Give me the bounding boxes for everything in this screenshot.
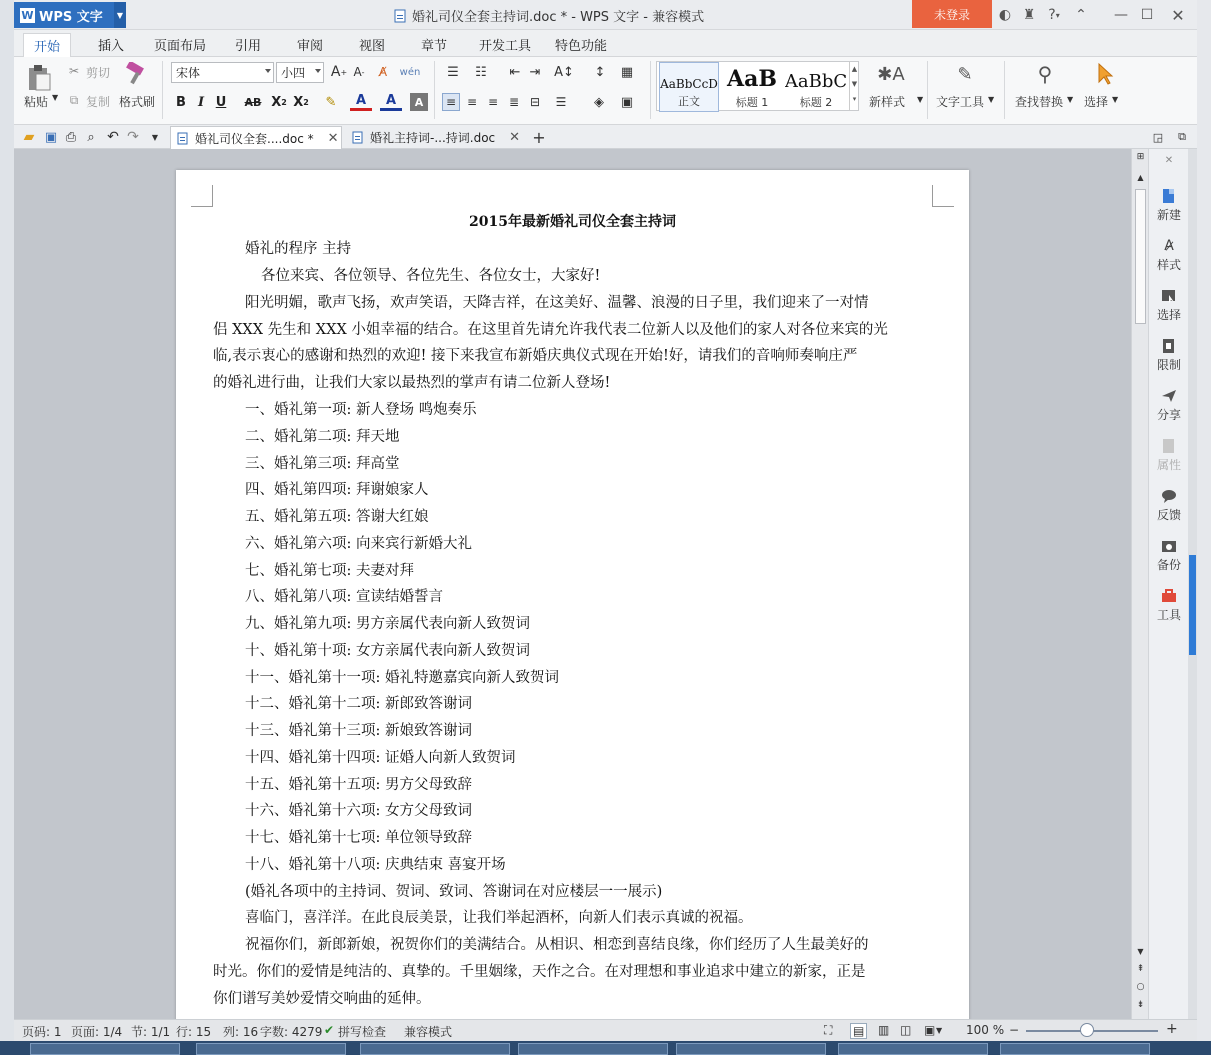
status-page-number: 页码: 1 bbox=[22, 1025, 62, 1039]
side-new-label: 新建 bbox=[1156, 208, 1181, 222]
status-row: 行: 15 bbox=[176, 1025, 212, 1039]
clear-format-icon[interactable]: A̸ bbox=[378, 65, 388, 79]
title-bar bbox=[14, 0, 1197, 30]
side-restrict-label: 限制 bbox=[1156, 358, 1181, 372]
shirt-icon[interactable]: ♜ bbox=[1022, 7, 1036, 23]
document-title: 2015年最新婚礼司仪全套主持词 bbox=[469, 214, 676, 230]
side-feedback-button[interactable] bbox=[1149, 487, 1189, 523]
background-window-edge-right bbox=[1197, 0, 1211, 1041]
wps-logo-icon: W bbox=[21, 8, 34, 22]
side-style-button[interactable] bbox=[1149, 237, 1189, 273]
align-right-icon[interactable]: ≡ bbox=[487, 95, 499, 109]
shrink-font-icon[interactable]: A - bbox=[353, 65, 365, 79]
menu-tabs bbox=[14, 30, 1197, 57]
borders-icon[interactable]: ▣ bbox=[620, 94, 634, 110]
new-tab-icon[interactable]: + bbox=[532, 127, 546, 147]
chevron-down-icon[interactable]: ▼ bbox=[114, 2, 126, 28]
strikethrough-icon[interactable]: AB bbox=[244, 95, 262, 109]
paragraph: 的婚礼进行曲，让我们大家以最热烈的掌声有请二位新人登场! bbox=[213, 375, 611, 391]
decrease-indent-icon[interactable]: ⇤ bbox=[509, 64, 521, 80]
shading-icon[interactable]: ◈ bbox=[594, 94, 604, 110]
zoom-out-icon[interactable]: − bbox=[1009, 1023, 1020, 1037]
superscript-icon[interactable]: X 2 bbox=[271, 94, 287, 110]
taskbar-item[interactable] bbox=[1000, 1043, 1150, 1055]
tab-features[interactable]: 特色功能 bbox=[555, 39, 608, 54]
toolbox-icon bbox=[1160, 587, 1178, 605]
separator bbox=[1004, 61, 1005, 119]
status-compat-mode: 兼容模式 bbox=[404, 1025, 453, 1039]
list-item: 十一、婚礼第十一项: 婚礼特邀嘉宾向新人致贺词 bbox=[245, 670, 559, 686]
text-tools-label[interactable]: 文字工具 bbox=[936, 95, 985, 109]
document-icon bbox=[352, 131, 364, 144]
print-preview-icon[interactable]: ⌕ bbox=[87, 129, 95, 145]
print-icon[interactable]: ⎙ bbox=[65, 129, 77, 145]
subscript-icon[interactable]: X 2 bbox=[293, 94, 309, 110]
style-label: 标题 2 bbox=[799, 96, 833, 109]
scroll-down-icon[interactable]: ▼ bbox=[1137, 946, 1144, 956]
chevron-down-icon[interactable]: ▼ bbox=[936, 1026, 943, 1035]
zoom-slider-thumb[interactable] bbox=[1080, 1023, 1094, 1037]
paste-label[interactable]: 粘贴 bbox=[24, 95, 49, 109]
paragraph: (婚礼各项中的主持词、贺词、致词、答谢词在对应楼层一一展示) bbox=[245, 884, 663, 900]
app-name: WPS 文字 bbox=[39, 9, 103, 25]
char-scaling-icon[interactable]: A↕ bbox=[554, 64, 574, 80]
style-icon: A̷ bbox=[1164, 238, 1174, 254]
list-item: 十四、婚礼第十四项: 证婚人向新人致贺词 bbox=[245, 750, 516, 766]
list-item: 七、婚礼第七项: 夫妻对拜 bbox=[245, 563, 414, 579]
select-icon bbox=[1160, 287, 1178, 305]
format-painter-icon[interactable] bbox=[122, 61, 148, 89]
status-column: 列: 16 bbox=[223, 1025, 259, 1039]
properties-icon bbox=[1160, 437, 1178, 455]
tab-references[interactable]: 引用 bbox=[235, 39, 262, 54]
feedback-icon bbox=[1160, 487, 1178, 505]
redo-icon[interactable]: ↷ bbox=[127, 129, 139, 145]
bullet-list-icon[interactable]: ☰ bbox=[447, 64, 459, 80]
italic-icon[interactable]: I bbox=[197, 94, 205, 110]
style-heading-1[interactable] bbox=[721, 62, 783, 112]
table-grid-icon[interactable]: ▦ bbox=[620, 64, 634, 80]
status-spellcheck[interactable]: 拼写检查 bbox=[338, 1025, 387, 1039]
scissors-icon[interactable]: ✂ bbox=[68, 64, 80, 78]
line-spacing-icon[interactable]: ☰ bbox=[555, 95, 567, 109]
list-item: 十五、婚礼第十五项: 男方父母致辞 bbox=[245, 777, 472, 793]
styles-scroll[interactable]: ▲ ▼ ▾ bbox=[849, 62, 859, 110]
help-button[interactable]: ? ▾ bbox=[1048, 7, 1060, 23]
list-item: 三、婚礼第三项: 拜高堂 bbox=[245, 456, 400, 472]
style-heading-2[interactable] bbox=[785, 62, 847, 112]
paragraph: 喜临门，喜洋洋。在此良辰美景，让我们举起酒杯，向新人们表示真诚的祝福。 bbox=[245, 910, 753, 926]
side-style-label: 样式 bbox=[1156, 258, 1181, 272]
taskbar-item[interactable] bbox=[838, 1043, 988, 1055]
side-feedback-label: 反馈 bbox=[1156, 508, 1181, 522]
paragraph: 婚礼的程序 主持 bbox=[245, 241, 352, 257]
side-share-label: 分享 bbox=[1156, 408, 1181, 422]
distribute-icon[interactable]: ⊟ bbox=[529, 95, 541, 109]
paragraph: 阳光明媚，歌声飞扬，欢声笑语，天降吉祥，在这美好、温馨、浪漫的日子里，我们迎来了一对情 bbox=[245, 295, 869, 311]
zoom-level[interactable]: 100 % bbox=[966, 1023, 1005, 1037]
window-title-text: 婚礼司仪全套主持词.doc * - WPS 文字 - 兼容模式 bbox=[412, 10, 705, 25]
paragraph: 时光。你们的爱情是纯洁的、真挚的。千里姻缘，天作之合。在对理想和事业追求中建立的新家，正是 bbox=[213, 964, 866, 980]
format-painter-label[interactable]: 格式刷 bbox=[119, 95, 156, 109]
paragraph: 你们谱写美妙爱情交响曲的延伸。 bbox=[213, 991, 431, 1007]
taskbar-item[interactable] bbox=[518, 1043, 668, 1055]
list-item: 六、婚礼第六项: 向来宾行新婚大礼 bbox=[245, 536, 472, 552]
margin-corner-mark bbox=[932, 185, 954, 207]
page-view-icon[interactable]: ▤ bbox=[850, 1023, 867, 1039]
taskbar-item[interactable] bbox=[30, 1043, 180, 1055]
align-center-icon[interactable]: ≡ bbox=[466, 95, 478, 109]
side-tools-label: 工具 bbox=[1156, 608, 1181, 622]
style-sample: AaBbCcD bbox=[660, 77, 718, 91]
separator bbox=[434, 61, 435, 119]
status-bar bbox=[14, 1019, 1197, 1041]
cursor-select-icon[interactable] bbox=[1092, 61, 1118, 87]
styles-gallery bbox=[656, 61, 859, 111]
list-item: 十八、婚礼第十八项: 庆典结束 喜宴开场 bbox=[245, 857, 506, 873]
document-tab-bar bbox=[14, 125, 1197, 149]
font-name-value: 宋体 bbox=[176, 66, 201, 80]
chevron-down-icon[interactable]: ▼ bbox=[1112, 95, 1119, 104]
underline-icon[interactable]: U bbox=[215, 94, 227, 110]
scroll-up-icon[interactable]: ▲ bbox=[1137, 172, 1144, 182]
grow-font-icon[interactable]: A + bbox=[330, 64, 348, 80]
list-item: 一、婚礼第一项: 新人登场 鸣炮奏乐 bbox=[245, 402, 477, 418]
spellcheck-icon[interactable]: ✔ bbox=[324, 1023, 335, 1037]
save-icon[interactable]: ▣ bbox=[44, 129, 58, 145]
doc-tab-active[interactable] bbox=[170, 126, 342, 149]
document-icon bbox=[394, 9, 407, 23]
side-panel-expand-handle[interactable] bbox=[1189, 555, 1196, 655]
select-label[interactable]: 选择 bbox=[1084, 95, 1109, 109]
char-shading-icon[interactable]: A bbox=[380, 93, 402, 111]
side-tools-button[interactable] bbox=[1149, 587, 1189, 623]
doc-tab-title: 婚礼主持词-...持词.doc bbox=[370, 131, 496, 145]
collapse-ribbon-icon[interactable]: ⌃ bbox=[1075, 7, 1087, 23]
copy-label[interactable]: 复制 bbox=[86, 95, 111, 109]
list-item: 十六、婚礼第十六项: 女方父母致词 bbox=[245, 803, 472, 819]
open-folder-icon[interactable]: ▰ bbox=[23, 129, 35, 145]
find-replace-label[interactable]: 查找替换 bbox=[1015, 95, 1064, 109]
pinyin-icon[interactable]: wén bbox=[399, 66, 421, 78]
list-item: 五、婚礼第五项: 答谢大红娘 bbox=[245, 509, 429, 525]
sort-icon[interactable]: ↕ bbox=[594, 64, 606, 80]
document-work-area bbox=[14, 149, 1148, 1019]
font-name-combo[interactable] bbox=[171, 62, 274, 83]
side-properties-button[interactable] bbox=[1149, 437, 1189, 473]
list-item: 四、婚礼第四项: 拜谢娘家人 bbox=[245, 482, 429, 498]
justify-icon[interactable]: ≣ bbox=[508, 95, 520, 109]
maximize-icon[interactable]: ☐ bbox=[1140, 7, 1154, 23]
minimize-icon[interactable]: — bbox=[1114, 7, 1128, 23]
chevron-down-icon[interactable]: ▼ bbox=[1067, 95, 1074, 104]
new-doc-icon bbox=[1160, 187, 1178, 205]
reading-view-icon[interactable]: ▣ bbox=[924, 1023, 936, 1037]
list-item: 十三、婚礼第十三项: 新娘致答谢词 bbox=[245, 723, 472, 739]
taskbar-item[interactable] bbox=[676, 1043, 826, 1055]
list-item: 九、婚礼第九项: 男方亲属代表向新人致贺词 bbox=[245, 616, 530, 632]
side-new-button[interactable] bbox=[1149, 187, 1189, 223]
status-word-count[interactable]: 字数: 4279 bbox=[260, 1025, 323, 1039]
new-style-label[interactable]: 新样式 bbox=[869, 95, 906, 109]
font-size-value: 小四 bbox=[281, 66, 306, 80]
list-item: 十二、婚礼第十二项: 新郎致答谢词 bbox=[245, 696, 472, 712]
separator bbox=[162, 61, 163, 119]
list-item: 八、婚礼第八项: 宣读结婚誓言 bbox=[245, 589, 443, 605]
side-backup-label: 备份 bbox=[1156, 558, 1181, 572]
font-size-combo[interactable] bbox=[276, 62, 324, 83]
side-backup-button[interactable] bbox=[1149, 537, 1189, 573]
background-window-edge-left bbox=[0, 0, 14, 1041]
help-label: ? bbox=[1048, 7, 1056, 23]
zoom-in-icon[interactable]: + bbox=[1166, 1021, 1178, 1037]
paste-icon[interactable] bbox=[24, 63, 54, 93]
side-properties-label: 属性 bbox=[1156, 458, 1181, 472]
chevron-down-icon[interactable]: ▼ bbox=[917, 95, 924, 104]
paragraph: 祝福你们，新郎新娘，祝贺你们的美满结合。从相识、相恋到喜结良缘，你们经历了人生最美好的 bbox=[245, 937, 869, 953]
paragraph: 临,表示衷心的感谢和热烈的欢迎! 接下来我宣布新婚庆典仪式现在开始!好，请我们的音响师奏响庄严 bbox=[213, 348, 858, 364]
skin-icon[interactable]: ◐ bbox=[998, 7, 1012, 23]
cut-label[interactable]: 剪切 bbox=[86, 66, 111, 80]
style-label: 标题 1 bbox=[735, 96, 769, 109]
side-restrict-button[interactable] bbox=[1149, 337, 1189, 373]
prev-page-icon[interactable]: ⇞ bbox=[1136, 964, 1145, 974]
increase-indent-icon[interactable]: ⇥ bbox=[529, 64, 541, 80]
tab-chapter[interactable]: 章节 bbox=[421, 39, 448, 54]
close-tab-icon[interactable]: ✕ bbox=[509, 130, 521, 145]
backup-icon bbox=[1160, 537, 1178, 555]
numbered-list-icon[interactable]: ☷ bbox=[475, 64, 487, 80]
restrict-icon bbox=[1160, 337, 1178, 355]
font-color-icon[interactable]: A bbox=[350, 93, 372, 111]
share-icon bbox=[1160, 387, 1178, 405]
margin-corner-mark bbox=[191, 185, 213, 207]
scrollbar-thumb[interactable] bbox=[1135, 189, 1146, 324]
side-share-button[interactable] bbox=[1149, 387, 1189, 423]
chevron-down-icon[interactable]: ▼ bbox=[988, 95, 995, 104]
taskbar-item[interactable] bbox=[196, 1043, 346, 1055]
close-icon[interactable]: ✕ bbox=[1171, 5, 1185, 25]
list-item: 二、婚礼第二项: 拜天地 bbox=[245, 429, 400, 445]
quick-access-dropdown-icon[interactable]: ▼ bbox=[151, 132, 159, 142]
new-style-icon[interactable]: ✱A bbox=[877, 63, 905, 85]
highlight-icon[interactable]: ✎ bbox=[325, 94, 337, 110]
next-page-icon[interactable]: ⇟ bbox=[1136, 1000, 1145, 1010]
document-icon bbox=[177, 132, 189, 145]
window-title bbox=[394, 6, 704, 25]
task-side-panel bbox=[1148, 149, 1188, 1019]
tab-developer[interactable]: 开发工具 bbox=[479, 39, 532, 54]
copy-icon[interactable]: ⧉ bbox=[69, 92, 79, 107]
paragraph: 侣 XXX 先生和 XXX 小姐幸福的结合。在这里首先请允许我代表二位新人以及他们的家人对各位来宾的光 bbox=[213, 322, 888, 338]
full-screen-icon[interactable]: ⛶ bbox=[824, 1023, 833, 1037]
ruler-toggle-icon[interactable]: ⊞ bbox=[1136, 152, 1145, 162]
outline-view-icon[interactable]: ▥ bbox=[878, 1023, 890, 1037]
style-sample: AaBbC bbox=[785, 71, 847, 92]
doc-tab[interactable] bbox=[346, 126, 524, 149]
tab-view[interactable]: 视图 bbox=[359, 39, 386, 54]
status-pages[interactable]: 页面: 1/4 bbox=[71, 1025, 123, 1039]
os-taskbar bbox=[0, 1041, 1211, 1055]
text-tools-icon[interactable]: ✎ bbox=[957, 63, 973, 85]
select-browse-object-icon[interactable]: ○ bbox=[1136, 982, 1145, 992]
bold-icon[interactable]: B bbox=[176, 94, 186, 110]
vertical-scrollbar[interactable] bbox=[1131, 149, 1148, 1019]
tab-review[interactable]: 审阅 bbox=[297, 39, 324, 54]
status-section: 节: 1/1 bbox=[131, 1025, 171, 1039]
style-label: 正文 bbox=[678, 95, 700, 108]
restore-doc-icon[interactable]: ◲ bbox=[1152, 130, 1164, 144]
style-normal[interactable] bbox=[659, 62, 719, 112]
side-select-label: 选择 bbox=[1156, 308, 1181, 322]
tab-insert[interactable]: 插入 bbox=[98, 39, 125, 54]
close-tab-icon[interactable]: ✕ bbox=[327, 130, 339, 146]
chevron-down-icon[interactable]: ▼ bbox=[52, 93, 59, 102]
web-view-icon[interactable]: ◫ bbox=[900, 1023, 912, 1037]
char-border-icon[interactable]: A bbox=[410, 93, 428, 111]
pin-icon[interactable]: ✕ bbox=[1164, 154, 1174, 166]
login-button[interactable]: 未登录 bbox=[912, 0, 992, 28]
app-menu-button[interactable] bbox=[14, 2, 126, 28]
taskbar-item[interactable] bbox=[360, 1043, 510, 1055]
binoculars-icon[interactable]: ⚲ bbox=[1037, 62, 1053, 86]
document-page[interactable] bbox=[176, 170, 969, 1019]
tab-home[interactable]: 开始 bbox=[23, 33, 71, 57]
separator bbox=[927, 61, 928, 119]
separator bbox=[650, 61, 651, 119]
doc-window-icon[interactable]: ⧉ bbox=[1178, 130, 1186, 143]
style-sample: AaB bbox=[727, 66, 777, 92]
list-item: 十、婚礼第十项: 女方亲属代表向新人致贺词 bbox=[245, 643, 530, 659]
undo-icon[interactable]: ↶ bbox=[107, 129, 119, 145]
side-select-button[interactable] bbox=[1149, 287, 1189, 323]
list-item: 十七、婚礼第十七项: 单位领导致辞 bbox=[245, 830, 472, 846]
align-left-icon[interactable]: ≡ bbox=[442, 93, 460, 111]
doc-tab-title: 婚礼司仪全套....doc * bbox=[195, 131, 314, 146]
tab-page-layout[interactable]: 页面布局 bbox=[154, 39, 207, 54]
paragraph: 各位来宾、各位领导、各位先生、各位女士，大家好! bbox=[261, 268, 601, 284]
ribbon-toolbar bbox=[14, 57, 1197, 125]
